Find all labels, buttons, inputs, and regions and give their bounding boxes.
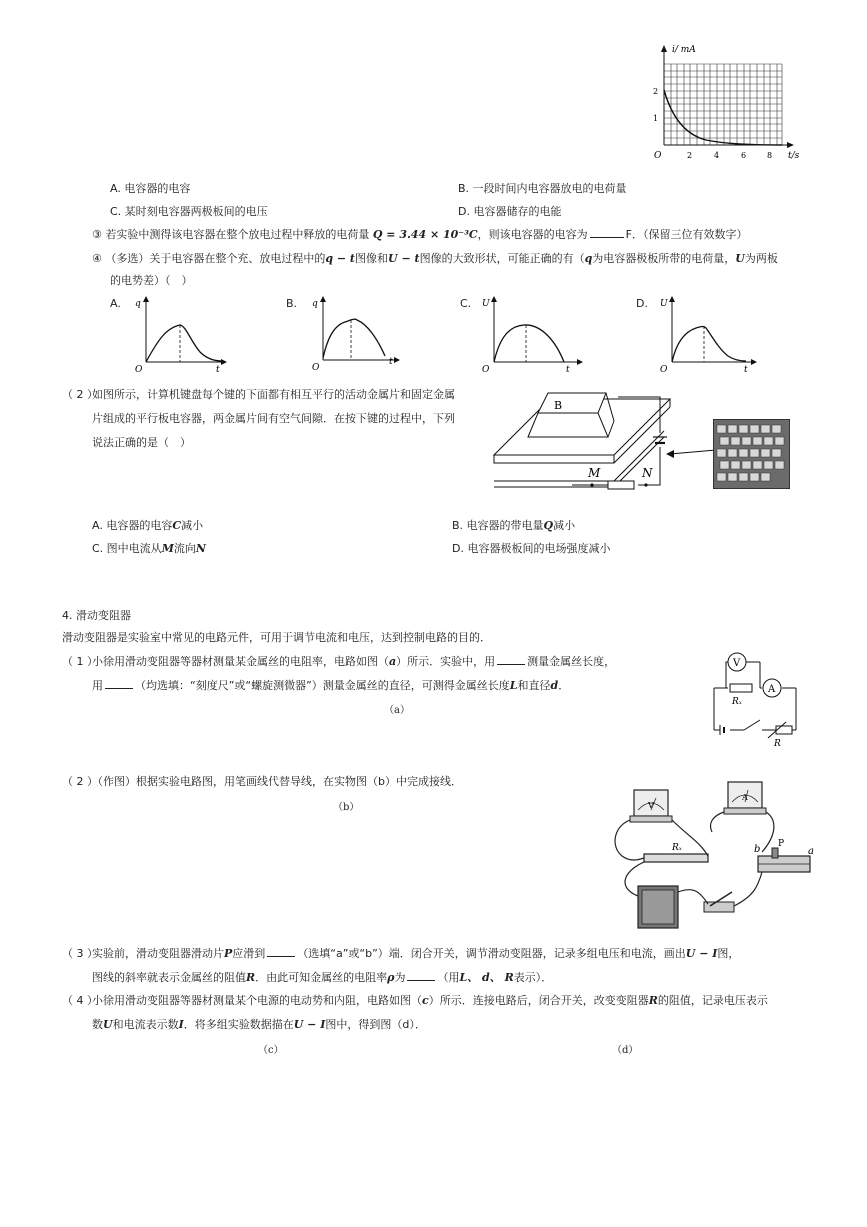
circuit-a: [706, 648, 812, 752]
graph-d-o: O: [660, 365, 668, 372]
keyboard-photo: [713, 419, 790, 489]
s4-q1-num: （ 1 ）: [62, 655, 98, 668]
current-time-graph: [640, 40, 810, 165]
graph-b-y: q: [312, 299, 318, 309]
resistor: [608, 481, 634, 489]
option-b[interactable]: B. 一段时间内电容器放电的电荷量: [458, 182, 627, 195]
blank-resistivity[interactable]: [407, 970, 435, 981]
figure-a-label: （a）: [384, 705, 410, 716]
section-4-title: 4. 滑动变阻器: [62, 609, 131, 622]
s4-q1-line1: 小徐用滑动变阻器等器材测量某金属丝的电阻率，电路如图（a）所示．实验中，用 测量金属丝长度，: [92, 655, 616, 668]
point-n: N: [642, 466, 653, 480]
part2-option-a[interactable]: A. 电容器的电容C减小: [92, 519, 204, 532]
s4-q4-line1: 小徐用滑动变阻器等器材测量某个电源的电动势和内阻，电路如图（c）所示．连接电路后，闭合开关，改变变阻器R的阻值，记录电压表示: [92, 994, 768, 1007]
graph-option-c-label[interactable]: C.: [460, 297, 472, 310]
graph-grid: [664, 64, 782, 145]
s4-q3-line1: 实验前，滑动变阻器滑动片P应滑到 （选填“a”或“b”）端．闭合开关，调节滑动变阻器，记录多组电压和电流，画出U − I图，: [92, 947, 740, 960]
svg-text:Rₓ: Rₓ: [672, 843, 682, 853]
option-a[interactable]: A. 电容器的电容: [110, 182, 191, 195]
keyboard-capacitor-diagram: [488, 385, 678, 497]
graph-option-a: [128, 292, 228, 372]
svg-text:A: A: [768, 684, 776, 695]
y-axis-label: i/ mA: [672, 45, 696, 55]
blank-diameter-tool[interactable]: [105, 678, 133, 689]
x-axis-label: t/s: [788, 151, 800, 161]
svg-text:Rₓ: Rₓ: [732, 697, 742, 707]
section-4-intro: 滑动变阻器是实验室中常见的电路元件，可用于调节电流和电压，达到控制电路的目的．: [62, 631, 491, 644]
s4-q3-num: （ 3 ）: [62, 947, 98, 960]
question-3-text: ③ 若实验中测得该电容器在整个放电过程中释放的电荷量 Q = 3.44 × 10⁻³C，则该电容器的电容为 F．（保留三位有效数字）: [92, 228, 748, 241]
y-tick-1: 1: [653, 114, 659, 123]
blank-slider-end[interactable]: [267, 946, 295, 957]
graph-option-d: [654, 292, 764, 372]
svg-text:a: a: [808, 846, 814, 857]
graph-c-o: O: [482, 365, 490, 372]
svg-text:V: V: [648, 801, 654, 810]
svg-text:R: R: [774, 739, 781, 749]
option-d[interactable]: D. 电容器储存的电能: [458, 205, 562, 218]
blank-length-tool[interactable]: [497, 654, 525, 665]
s4-q2-text: （作图）根据实验电路图，用笔画线代替导线，在实物图（b）中完成接线．: [92, 775, 462, 788]
rheostat-r: [776, 726, 792, 734]
graph-option-a-label[interactable]: A.: [110, 297, 121, 310]
question-4-line2: 的电势差）（ ）: [110, 274, 193, 287]
x-tick-8: 8: [767, 151, 773, 160]
graph-a-o: O: [135, 365, 143, 372]
graph-option-b: [305, 292, 405, 372]
graph-a-x: t: [216, 365, 220, 372]
x-tick-6: 6: [741, 151, 747, 160]
answer-blank[interactable]: [590, 227, 624, 238]
figure-b-label: （b）: [333, 802, 360, 813]
svg-text:V: V: [733, 658, 741, 669]
pointer-arrow: [664, 446, 718, 460]
svg-text:A: A: [742, 793, 748, 802]
s4-q2-num: （ 2 ）: [62, 775, 98, 788]
graph-b-x: t: [389, 357, 393, 367]
resistor-rx: [730, 684, 752, 692]
question-4-line1: ④ （多选）关于电容器在整个充、放电过程中的q − t图像和U − t图像的大致形状，可能正确的有（q为电容器极板所带的电荷量，U为两板: [92, 252, 778, 265]
graph-a-y: q: [135, 299, 141, 309]
graph-option-c: [476, 292, 586, 372]
graph-c-x: t: [566, 365, 570, 372]
point-m: M: [588, 466, 601, 480]
origin-label: O: [654, 151, 662, 161]
key-label: B: [554, 399, 563, 412]
option-c[interactable]: C. 某时刻电容器两极板间的电压: [110, 205, 268, 218]
graph-d-y: U: [660, 299, 668, 309]
part2-line3: 说法正确的是（ ）: [92, 436, 191, 449]
x-tick-2: 2: [687, 151, 693, 160]
part2-num: （ 2 ）: [62, 388, 98, 401]
part2-option-c[interactable]: C. 图中电流从M流向N: [92, 542, 206, 555]
s4-q4-num: （ 4 ）: [62, 994, 98, 1007]
figure-c-label: （c）: [258, 1045, 284, 1056]
s4-q3-line2: 图线的斜率就表示金属丝的阻值R．由此可知金属丝的电阻率ρ为 （用L、 d、 R表示）．: [92, 971, 553, 984]
svg-text:P: P: [778, 839, 785, 849]
part2-option-b[interactable]: B. 电容器的带电量Q减小: [452, 519, 576, 532]
part2-line1: 如图所示，计算机键盘每个键的下面都有相互平行的活动金属片和固定金属: [92, 388, 455, 401]
svg-text:b: b: [754, 844, 761, 855]
graph-b-o: O: [312, 363, 320, 372]
graph-option-b-label[interactable]: B.: [286, 297, 298, 310]
key-b: [528, 413, 608, 437]
s4-q1-line2: 用 （均选填：“刻度尺”或“螺旋测微器”）测量金属丝的直径，可测得金属丝长度L和直径d．: [92, 679, 570, 692]
graph-c-y: U: [482, 299, 490, 309]
apparatus-photo-b: [608, 776, 818, 931]
y-tick-2: 2: [653, 87, 659, 96]
figure-d-label: （d）: [612, 1045, 639, 1056]
graph-option-d-label[interactable]: D.: [636, 297, 648, 310]
part2-option-d[interactable]: D. 电容器极板间的电场强度减小: [452, 542, 611, 555]
s4-q4-line2: 数U和电流表示数I．将多组实验数据描在U − I图中，得到图（d）．: [92, 1018, 426, 1031]
x-tick-4: 4: [714, 151, 720, 160]
part2-line2: 片组成的平行板电容器，两金属片间有空气间隙．在按下键的过程中，下列: [92, 412, 455, 425]
graph-d-x: t: [744, 365, 748, 372]
